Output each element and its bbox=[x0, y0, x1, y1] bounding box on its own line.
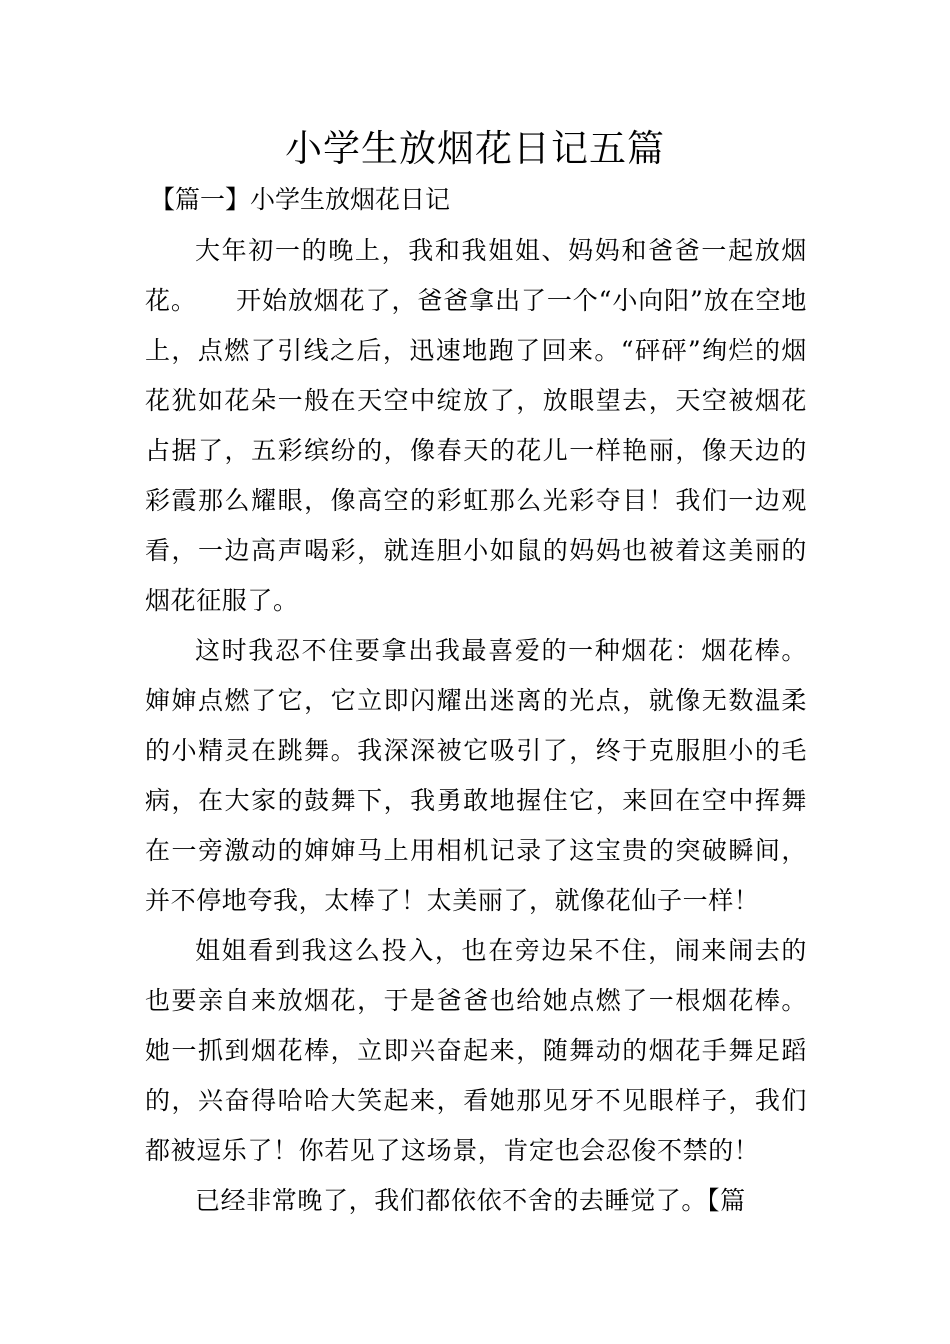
paragraph-2: 这时我忍不住要拿出我最喜爱的一种烟花：烟花棒。婶婶点燃了它，它立即闪耀出迷离的光点，就像无数温柔的小精灵在跳舞。我深深被它吸引了，终于克服胆小的毛病，在大家的鼓舞下，我勇敢地握住它，来回在空中挥舞在一旁激动的婶婶马上用相机记录了这宝贵的突破瞬间，并不停地夸我，太棒了！太美丽了，就像花仙子一样！ bbox=[145, 636, 807, 915]
paragraph-4: 已经非常晚了，我们都依依不舍的去睡觉了。【篇 bbox=[195, 1186, 746, 1215]
paragraph-3: 姐姐看到我这么投入，也在旁边呆不住，闹来闹去的也要亲自来放烟花，于是爸爸也给她点燃了一根烟花棒。她一抓到烟花棒，立即兴奋起来，随舞动的烟花手舞足蹈的，兴奋得哈哈大笑起来，看她那见牙不见眼样子，我们都被逗乐了！你若见了这场景，肯定也会忍俊不禁的！ bbox=[145, 936, 807, 1165]
paragraph-1: 大年初一的晚上，我和我姐姐、妈妈和爸爸一起放烟花。 开始放烟花了，爸爸拿出了一个“小向阳”放在空地上，点燃了引线之后，迅速地跑了回来。“砰砰”绚烂的烟花犹如花朵一般在天空中绽放了，放眼望去，天空被烟花占据了，五彩缤纷的，像春天的花儿一样艳丽，像天边的彩霞那么耀眼，像高空的彩虹那么光彩夺目！我们一边观看，一边高声喝彩，就连胆小如鼠的妈妈也被着这美丽的烟花征服了。 bbox=[145, 236, 807, 615]
document-title: 小学生放烟花日记五篇 bbox=[285, 127, 665, 170]
section-heading: 【篇一】小学生放烟花日记 bbox=[150, 185, 451, 214]
document-body bbox=[145, 226, 807, 1226]
